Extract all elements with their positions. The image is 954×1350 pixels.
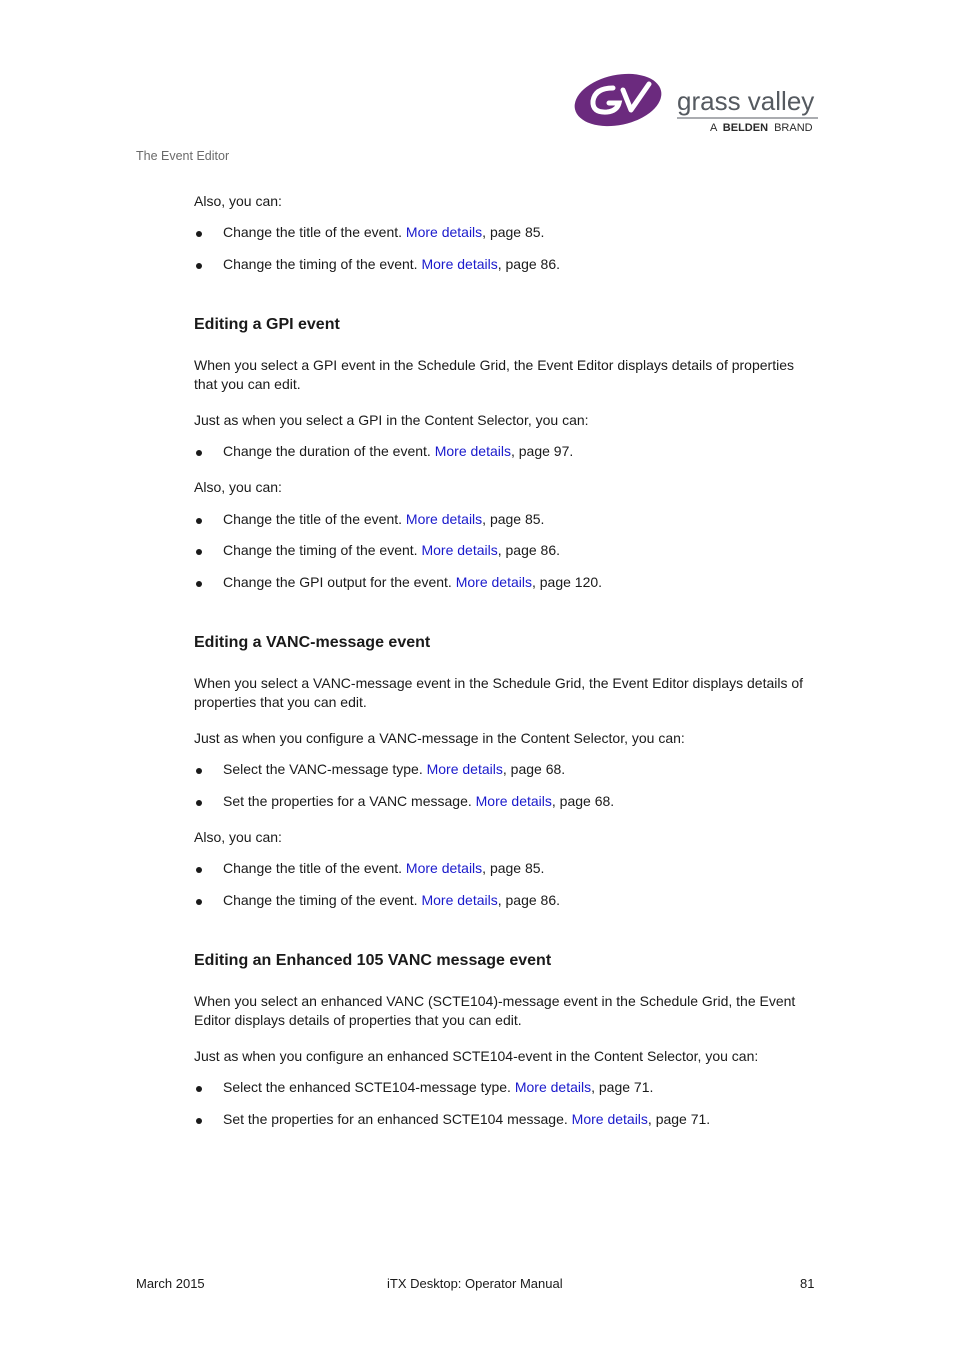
- bullet-icon: [196, 768, 202, 774]
- more-details-link[interactable]: More details: [421, 256, 498, 272]
- more-details-link[interactable]: More details: [514, 1079, 592, 1095]
- paragraph: Just as when you configure a VANC-message in the Content Selector, you can:: [194, 730, 685, 746]
- section-heading-gpi: Editing a GPI event: [194, 316, 340, 333]
- paragraph: When you select a GPI event in the Schedule Grid, the Event Editor displays details of properties that you can edit.: [194, 357, 794, 392]
- bullet-icon: [196, 1086, 202, 1092]
- section-heading-enhanced: Editing an Enhanced 105 VANC message event: [194, 952, 552, 969]
- bullet-icon: [196, 231, 202, 237]
- paragraph: When you select a VANC-message event in the Schedule Grid, the Event Editor displays details of properties that you can edit.: [194, 675, 804, 710]
- section-heading-vanc: Editing a VANC-message event: [194, 634, 431, 651]
- grass-valley-logo: [573, 70, 823, 134]
- bullet-icon: [196, 450, 202, 456]
- bullet-icon: [196, 263, 202, 269]
- bullet-icon: [196, 518, 202, 524]
- footer-page-number: 81: [800, 1276, 815, 1291]
- svg-text:A BELDEN BRAND: A BELDEN BRAND: [710, 122, 813, 134]
- more-details-link[interactable]: More details: [426, 761, 503, 777]
- more-details-link[interactable]: More details: [405, 511, 483, 527]
- more-details-link[interactable]: More details: [571, 1111, 648, 1127]
- paragraph: Also, you can:: [194, 193, 282, 209]
- bullet-icon: [196, 899, 202, 905]
- running-head: The Event Editor: [136, 149, 230, 163]
- paragraph: Also, you can:: [194, 479, 282, 495]
- bullet-icon: [196, 867, 202, 873]
- more-details-link[interactable]: More details: [421, 892, 498, 908]
- footer-date: March 2015: [136, 1276, 205, 1291]
- paragraph: Just as when you configure an enhanced SCTE104-event in the Content Selector, you can:: [194, 1048, 759, 1064]
- footer-title: iTX Desktop: Operator Manual: [387, 1276, 563, 1291]
- paragraph: Also, you can:: [194, 829, 282, 845]
- paragraph: When you select an enhanced VANC (SCTE104)-message event in the Schedule Grid, the Event Editor displays details of properties that you can edit.: [194, 993, 796, 1028]
- more-details-link[interactable]: More details: [405, 860, 483, 876]
- more-details-link[interactable]: More details: [421, 542, 498, 558]
- more-details-link[interactable]: More details: [434, 443, 511, 459]
- bullet-icon: [196, 549, 202, 555]
- more-details-link[interactable]: More details: [455, 574, 532, 590]
- bullet-icon: [196, 581, 202, 587]
- logo-wordmark: grass valley: [677, 86, 815, 116]
- bullet-icon: [196, 1118, 202, 1124]
- more-details-link[interactable]: More details: [475, 793, 552, 809]
- bullet-icon: [196, 800, 202, 806]
- more-details-link[interactable]: More details: [405, 224, 483, 240]
- paragraph: Just as when you select a GPI in the Content Selector, you can:: [194, 412, 589, 428]
